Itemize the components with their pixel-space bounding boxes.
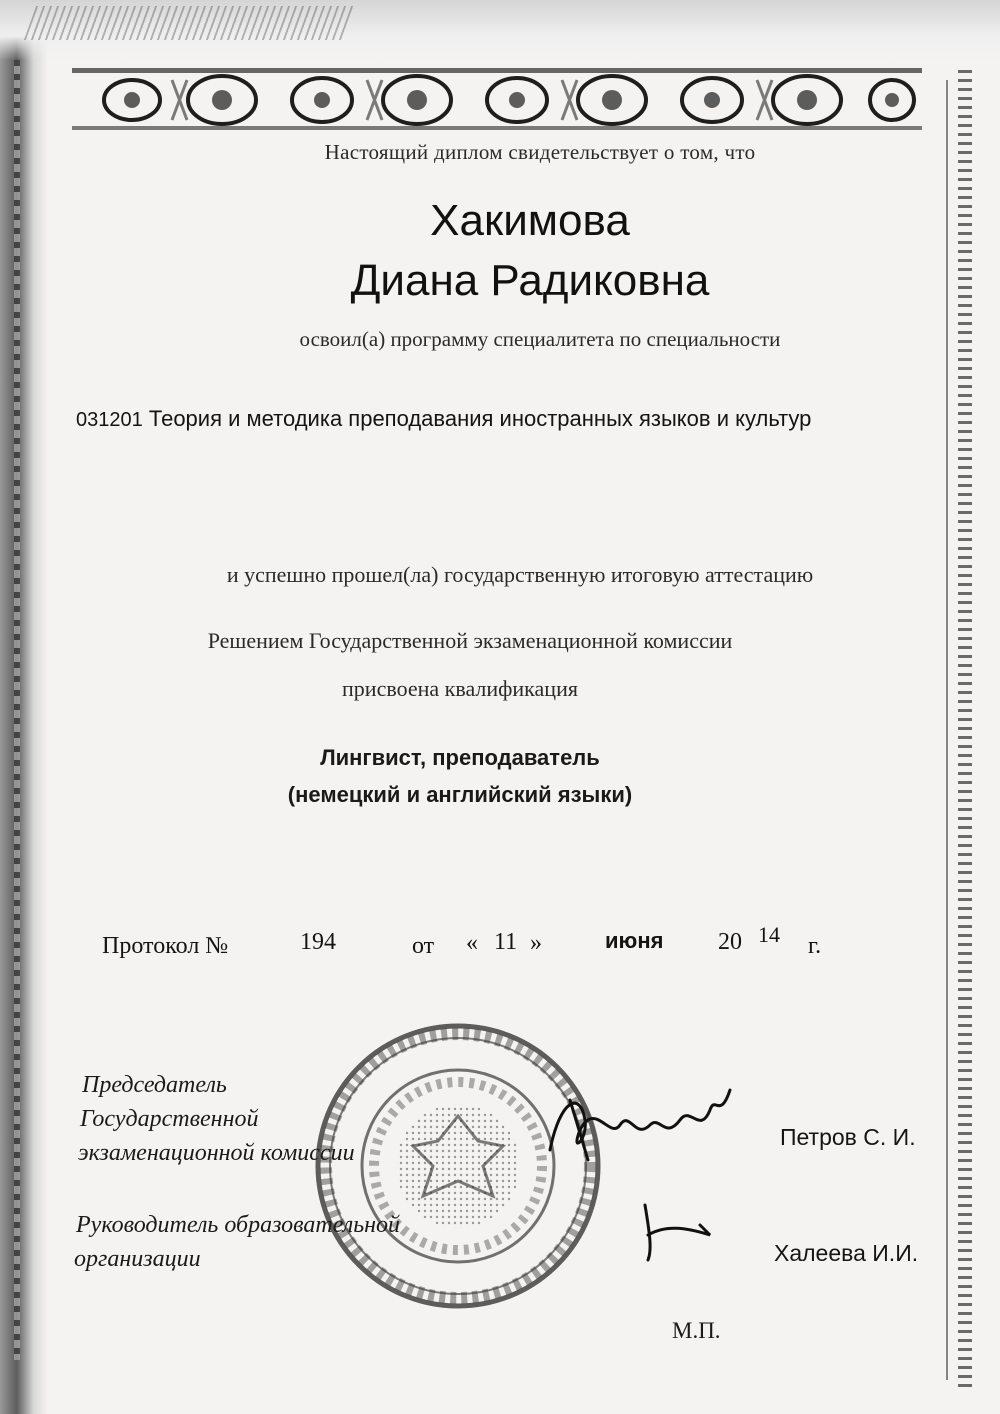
decorative-border-ornament-icon [72, 58, 922, 140]
head-title-line2: организации [74, 1246, 201, 1272]
qualification-title: Лингвист, преподаватель [320, 745, 600, 770]
specialty-name: Теория и методика преподавания иностранных языков и культур [148, 406, 812, 431]
protocol-year-abbr: г. [808, 933, 822, 959]
attestation-passed-text: и успешно прошел(ла) государственную итоговую аттестацию [226, 562, 814, 587]
commission-decision-text: Решением Государственной экзаменационной комиссии [207, 628, 733, 653]
specialty-code: 031201 [76, 409, 143, 431]
chair-title-line1: Председатель [82, 1072, 227, 1098]
chair-signature-icon [540, 1080, 740, 1170]
protocol-month: июня [605, 928, 664, 953]
head-title-line1: Руководитель образовательной [76, 1212, 401, 1238]
graduate-surname: Хакимова [430, 196, 630, 245]
head-name: Халеева И.И. [774, 1240, 919, 1266]
protocol-number: 194 [300, 929, 336, 955]
protocol-quote-open: « [466, 930, 478, 956]
stamp-place-label: М.П. [672, 1318, 721, 1343]
program-mastered-text: освоил(а) программу специалитета по специальности [299, 327, 781, 351]
specialty-line [76, 406, 811, 432]
qualification-awarded-text: присвоена квалификация [342, 676, 578, 701]
protocol-from: от [412, 933, 435, 959]
graduate-given-names: Диана Радиковна [350, 256, 710, 305]
protocol-label: Протокол № [102, 933, 229, 959]
chair-name: Петров С. И. [780, 1124, 916, 1150]
protocol-year-century: 20 [718, 929, 742, 955]
protocol-quote-close: » [530, 930, 542, 956]
protocol-year-suffix: 14 [758, 922, 780, 947]
head-signature-icon [630, 1195, 720, 1265]
intro-text: Настоящий диплом свидетельствует о том, что [324, 140, 756, 164]
qualification-languages: (немецкий и английский языки) [287, 782, 633, 807]
scan-speckle [24, 6, 356, 40]
chair-title-line2: Государственной [80, 1106, 259, 1132]
chair-title-line3: экзаменационной комиссии [78, 1140, 355, 1166]
protocol-day: 11 [494, 929, 518, 955]
